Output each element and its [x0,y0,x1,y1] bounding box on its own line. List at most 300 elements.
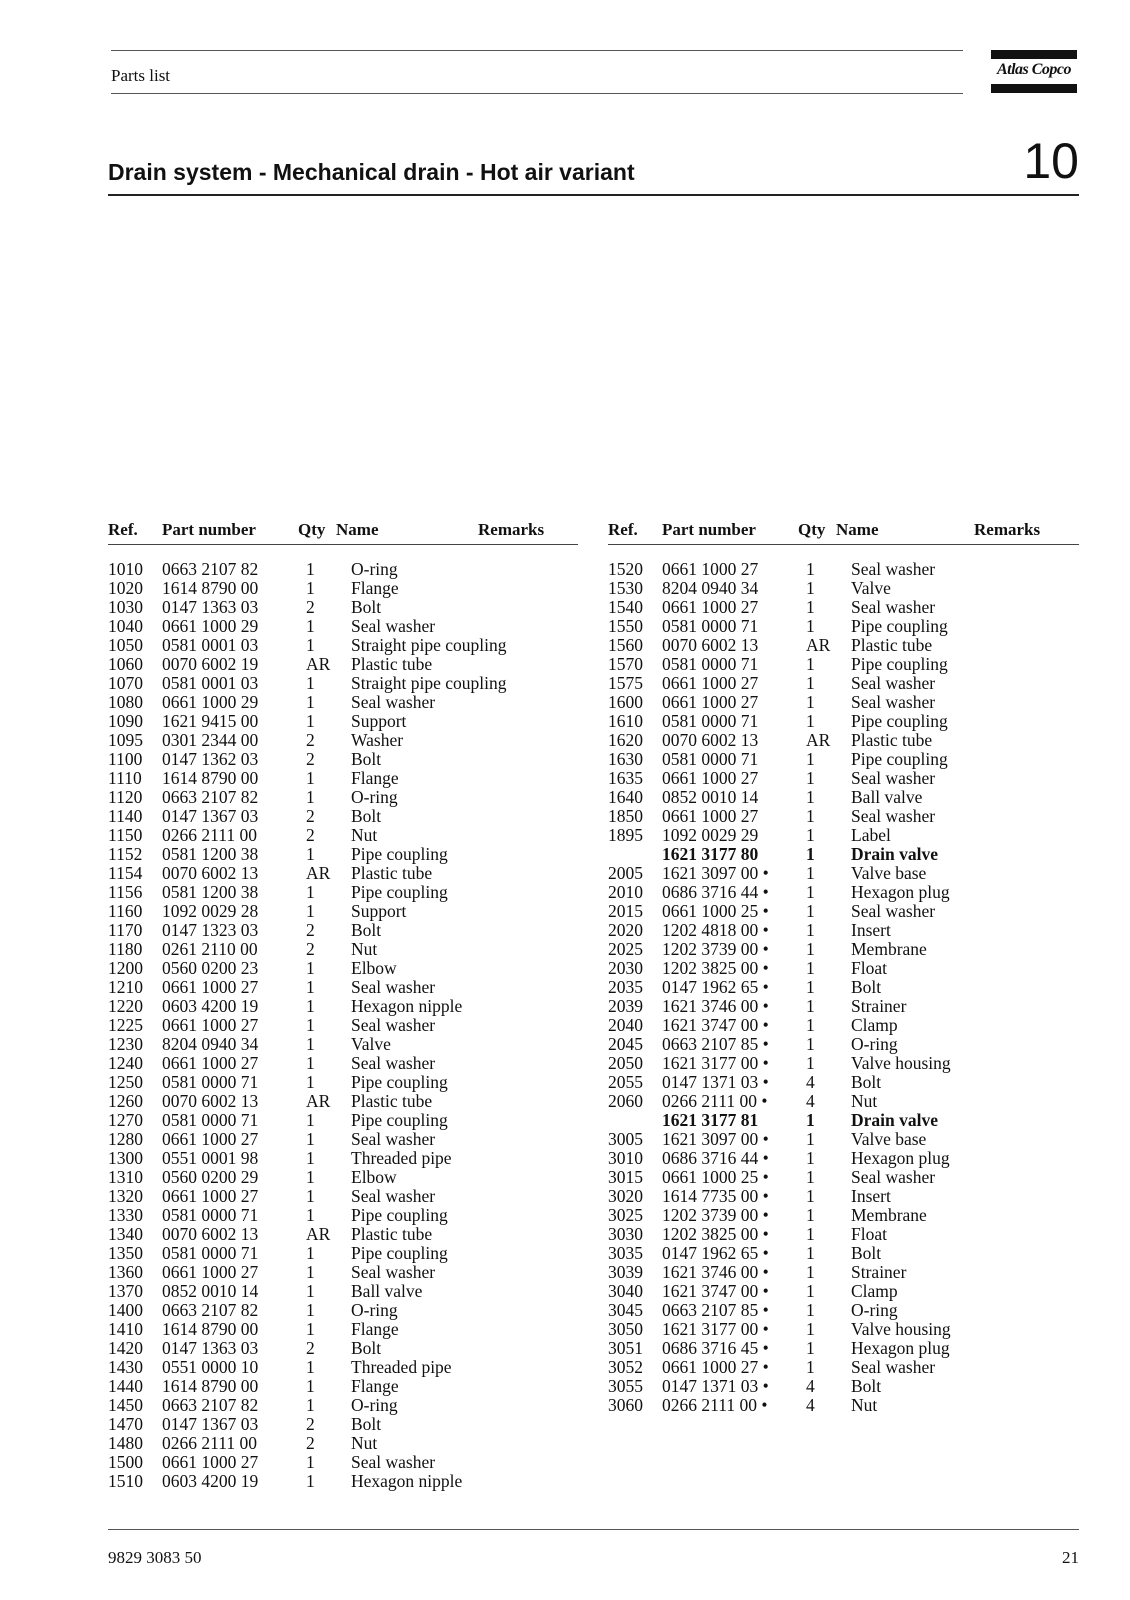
row-ref: 3030 [608,1224,643,1244]
row-name: Flange [351,578,399,598]
row-name: Valve housing [851,1053,951,1073]
row-name: Float [851,958,887,978]
table-row [608,902,1079,921]
row-part-number: 0266 2111 00 • [662,1091,768,1111]
row-name: Seal washer [851,597,936,617]
logo-bar-bottom [991,84,1077,93]
table-row [608,997,1079,1016]
table-row [608,921,1079,940]
row-ref: 1180 [108,939,143,959]
row-part-number: 0070 6002 13 [162,1224,259,1244]
row-part-number: 0661 1000 25 • [662,1167,769,1187]
table-row [108,560,578,579]
row-ref: 1250 [108,1072,143,1092]
row-ref: 1550 [608,616,643,636]
row-part-number: 0663 2107 82 [162,787,259,807]
row-ref: 1140 [108,806,143,826]
row-part-number: 0661 1000 27 [662,673,759,693]
row-ref: 1152 [108,844,143,864]
row-part-number: 0147 1367 03 [162,806,259,826]
table-row [108,845,578,864]
row-name: Hexagon nipple [351,996,463,1016]
row-qty: 1 [806,806,815,826]
table-row [108,1453,578,1472]
row-qty: 2 [306,920,315,940]
row-qty: 1 [806,1148,815,1168]
row-name: O-ring [851,1034,898,1054]
row-ref: 1570 [608,654,643,674]
row-ref: 1110 [108,768,142,788]
row-ref: 1270 [108,1110,143,1130]
table-row [608,579,1079,598]
row-part-number: 0147 1362 03 [162,749,259,769]
row-name: Ball valve [351,1281,423,1301]
table-row [608,560,1079,579]
row-name: Seal washer [351,616,436,636]
row-name: Insert [851,1186,891,1206]
row-qty: 1 [806,1186,815,1206]
row-qty: 1 [306,673,315,693]
row-part-number: 1202 3825 00 • [662,958,769,978]
row-name: Elbow [351,958,397,978]
table-row [608,1149,1079,1168]
row-ref: 1200 [108,958,143,978]
table-row [608,1339,1079,1358]
row-name: Pipe coupling [851,616,948,636]
table-row [108,636,578,655]
title-rule [108,194,1079,196]
row-part-number: 0686 3716 45 • [662,1338,769,1358]
row-qty: 2 [306,597,315,617]
table-row [608,1073,1079,1092]
table-row [608,1168,1079,1187]
table-row [608,655,1079,674]
row-qty: 1 [806,1319,815,1339]
row-part-number: 0581 0000 71 [662,616,759,636]
table-row [108,655,578,674]
table-row [608,1358,1079,1377]
row-ref: 1230 [108,1034,143,1054]
row-name: Nut [851,1395,878,1415]
row-ref: 1340 [108,1224,143,1244]
row-name: Insert [851,920,891,940]
row-ref: 1240 [108,1053,143,1073]
row-part-number: 0581 1200 38 [162,882,259,902]
row-ref: 1100 [108,749,143,769]
row-qty: 4 [806,1395,815,1415]
row-part-number: 1621 3177 80 [662,844,759,864]
row-name: Seal washer [351,1186,436,1206]
row-qty: 1 [306,958,315,978]
header-qty: Qty [798,520,826,539]
row-ref: 1420 [108,1338,143,1358]
header-ref: Ref. [108,520,138,539]
table-row [608,1263,1079,1282]
table-row [108,674,578,693]
row-ref: 1500 [108,1452,143,1472]
row-qty: 2 [306,749,315,769]
row-name: Straight pipe coupling [351,673,507,693]
row-part-number: 1614 8790 00 [162,768,259,788]
row-ref: 1360 [108,1262,143,1282]
running-title: Parts list [111,66,171,85]
table-row [608,1282,1079,1301]
row-ref: 1450 [108,1395,143,1415]
row-name: Seal washer [851,806,936,826]
row-ref: 3055 [608,1376,643,1396]
table-row [108,1358,578,1377]
table-row [608,788,1079,807]
table-row [108,1225,578,1244]
row-name: Pipe coupling [351,1243,448,1263]
row-name: Seal washer [851,559,936,579]
row-name: Elbow [351,1167,397,1187]
row-ref: 3060 [608,1395,643,1415]
row-qty: 1 [806,787,815,807]
header-part-number: Part number [662,520,756,539]
row-name: Hexagon nipple [351,1471,463,1491]
row-ref: 2055 [608,1072,643,1092]
row-qty: AR [806,730,831,750]
row-part-number: 0147 1363 03 [162,1338,259,1358]
row-name: O-ring [351,787,398,807]
table-row [608,1320,1079,1339]
row-part-number: 0661 1000 27 [162,1262,259,1282]
table-row [108,579,578,598]
row-part-number: 1614 7735 00 • [662,1186,769,1206]
row-qty: 2 [306,939,315,959]
row-ref: 1210 [108,977,143,997]
row-qty: 1 [306,1376,315,1396]
row-qty: 1 [306,1015,315,1035]
table-row [608,883,1079,902]
row-part-number: 1621 3097 00 • [662,1129,769,1149]
row-qty: 1 [806,1129,815,1149]
row-qty: AR [306,1224,331,1244]
row-qty: 1 [806,597,815,617]
row-ref: 1610 [608,711,643,731]
row-part-number: 0661 1000 29 [162,616,259,636]
row-part-number: 0661 1000 27 • [662,1357,769,1377]
row-name: Valve housing [851,1319,951,1339]
row-ref: 3039 [608,1262,643,1282]
row-part-number: 0147 1962 65 • [662,977,769,997]
row-qty: 1 [306,1243,315,1263]
table-row [608,731,1079,750]
table-row [108,1187,578,1206]
row-ref: 3010 [608,1148,643,1168]
table-body-right [608,560,1079,1415]
row-qty: 1 [806,673,815,693]
table-row [608,1396,1079,1415]
row-ref: 2020 [608,920,643,940]
row-qty: 1 [306,1072,315,1092]
row-ref: 1170 [108,920,143,940]
row-ref: 1630 [608,749,643,769]
row-ref: 3020 [608,1186,643,1206]
row-qty: 1 [306,1319,315,1339]
row-part-number: 0581 0000 71 [162,1205,259,1225]
row-part-number: 0070 6002 13 [162,863,259,883]
row-qty: 1 [306,635,315,655]
table-row [108,1301,578,1320]
row-qty: 4 [806,1091,815,1111]
table-row [608,1377,1079,1396]
row-name: Pipe coupling [851,749,948,769]
row-ref: 1400 [108,1300,143,1320]
row-qty: 1 [806,616,815,636]
row-qty: 1 [806,863,815,883]
row-ref: 1600 [608,692,643,712]
row-name: Flange [351,768,399,788]
row-part-number: 1621 3177 00 • [662,1319,769,1339]
header-top-rule [111,50,963,51]
row-part-number: 0070 6002 13 [162,1091,259,1111]
row-qty: 1 [306,1281,315,1301]
row-name: Valve [851,578,891,598]
row-ref: 2060 [608,1091,643,1111]
row-qty: 1 [806,1357,815,1377]
table-row [108,1130,578,1149]
row-part-number: 0266 2111 00 [162,825,257,845]
table-row [608,1035,1079,1054]
row-ref: 1225 [108,1015,143,1035]
row-part-number: 0581 0000 71 [662,749,759,769]
table-row [608,1130,1079,1149]
row-ref: 1330 [108,1205,143,1225]
table-row [108,598,578,617]
chapter-number: 10 [1023,133,1079,189]
row-name: Nut [351,939,378,959]
table-header [108,520,578,545]
table-row [608,1187,1079,1206]
row-part-number: 1621 9415 00 [162,711,259,731]
table-row [108,1073,578,1092]
row-name: Plastic tube [351,1091,433,1111]
row-ref: 1320 [108,1186,143,1206]
header-name: Name [336,520,379,539]
row-qty: 1 [306,768,315,788]
table-row [608,1244,1079,1263]
row-qty: 1 [306,1034,315,1054]
row-ref: 1220 [108,996,143,1016]
row-qty: 1 [306,787,315,807]
row-qty: 1 [306,901,315,921]
row-name: Bolt [851,1243,882,1263]
table-row [108,864,578,883]
row-ref: 1040 [108,616,143,636]
row-ref: 1070 [108,673,143,693]
row-qty: 1 [306,1053,315,1073]
row-qty: 1 [306,1452,315,1472]
row-qty: 1 [806,559,815,579]
row-name: Bolt [351,806,382,826]
table-row [108,1377,578,1396]
table-row [108,807,578,826]
row-ref: 1050 [108,635,143,655]
row-name: Plastic tube [351,1224,433,1244]
row-qty: 1 [806,958,815,978]
row-qty: 1 [306,1300,315,1320]
row-name: Valve [351,1034,391,1054]
table-row [108,921,578,940]
row-name: Bolt [851,1072,882,1092]
row-part-number: 0070 6002 13 [662,730,759,750]
document-number: 9829 3083 50 [108,1548,202,1567]
row-name: Membrane [851,1205,927,1225]
row-part-number: 0603 4200 19 [162,1471,259,1491]
row-name: Drain valve [851,844,939,864]
table-row [108,1206,578,1225]
table-row [108,1339,578,1358]
table-row [108,997,578,1016]
row-name: Clamp [851,1281,898,1301]
row-qty: 1 [306,559,315,579]
row-ref: 1480 [108,1433,143,1453]
row-part-number: 0661 1000 27 [662,559,759,579]
row-ref: 3025 [608,1205,643,1225]
row-part-number: 1614 8790 00 [162,1319,259,1339]
row-qty: 1 [806,825,815,845]
row-ref: 1156 [108,882,143,902]
row-part-number: 0661 1000 27 [162,1452,259,1472]
row-qty: 1 [306,1471,315,1491]
row-qty: 1 [806,920,815,940]
table-row [108,902,578,921]
table-row [108,712,578,731]
row-ref: 3051 [608,1338,643,1358]
row-ref: 1440 [108,1376,143,1396]
row-part-number: 0661 1000 27 [662,768,759,788]
table-row [608,693,1079,712]
row-part-number: 0581 0000 71 [162,1072,259,1092]
row-part-number: 1614 8790 00 [162,1376,259,1396]
table-row [108,1111,578,1130]
table-row [608,674,1079,693]
row-part-number: 8204 0940 34 [662,578,759,598]
row-name: Seal washer [351,977,436,997]
table-row [108,959,578,978]
row-qty: 1 [306,1167,315,1187]
table-row [108,1168,578,1187]
row-part-number: 0581 0001 03 [162,635,259,655]
table-row [108,1415,578,1434]
row-ref: 3015 [608,1167,643,1187]
row-part-number: 0581 0000 71 [662,654,759,674]
table-row [608,712,1079,731]
row-name: O-ring [351,559,398,579]
row-ref: 2045 [608,1034,643,1054]
table-row [108,1282,578,1301]
row-name: Strainer [851,996,907,1016]
header-name: Name [836,520,879,539]
row-part-number: 0581 0000 71 [162,1110,259,1130]
row-ref: 1530 [608,578,643,598]
row-part-number: 0551 0001 98 [162,1148,259,1168]
row-part-number: 0266 2111 00 [162,1433,257,1453]
row-name: Plastic tube [851,730,933,750]
table-body-left [108,560,578,1491]
table-row [608,845,1079,864]
row-ref: 2025 [608,939,643,959]
row-name: Float [851,1224,887,1244]
table-row [608,636,1079,655]
header-ref: Ref. [608,520,638,539]
row-ref: 2030 [608,958,643,978]
row-qty: 1 [306,1148,315,1168]
row-name: Nut [351,1433,378,1453]
row-part-number: 0581 0001 03 [162,673,259,693]
row-ref: 3050 [608,1319,643,1339]
table-row [108,978,578,997]
header-qty: Qty [298,520,326,539]
header-bottom-rule [111,93,963,94]
row-qty: AR [806,635,831,655]
logo-bar-top [991,50,1077,59]
row-ref: 1150 [108,825,143,845]
row-part-number: 0663 2107 82 [162,559,259,579]
table-row [608,1225,1079,1244]
row-part-number: 0661 1000 27 [162,1053,259,1073]
row-qty: AR [306,654,331,674]
row-part-number: 0686 3716 44 • [662,882,769,902]
row-part-number: 1614 8790 00 [162,578,259,598]
row-part-number: 0147 1962 65 • [662,1243,769,1263]
row-part-number: 0070 6002 13 [662,635,759,655]
table-row [108,731,578,750]
row-qty: 1 [306,1357,315,1377]
row-part-number: 0661 1000 27 [162,1015,259,1035]
row-part-number: 0551 0000 10 [162,1357,259,1377]
row-qty: 1 [806,1167,815,1187]
row-qty: 1 [806,749,815,769]
row-qty: 1 [806,654,815,674]
table-row [108,883,578,902]
row-part-number: 0147 1367 03 [162,1414,259,1434]
table-row [108,750,578,769]
table-row [108,1092,578,1111]
row-part-number: 1202 3825 00 • [662,1224,769,1244]
table-row [608,826,1079,845]
row-name: Seal washer [351,1129,436,1149]
row-name: Seal washer [351,1452,436,1472]
row-qty: 1 [806,1300,815,1320]
row-part-number: 8204 0940 34 [162,1034,259,1054]
row-part-number: 0560 0200 29 [162,1167,259,1187]
row-part-number: 0261 2110 00 [162,939,258,959]
row-ref: 1575 [608,673,643,693]
row-ref: 3005 [608,1129,643,1149]
row-ref: 1350 [108,1243,143,1263]
row-ref: 2015 [608,901,643,921]
row-name: Pipe coupling [351,844,448,864]
row-part-number: 0661 1000 27 [162,1186,259,1206]
row-ref: 1895 [608,825,643,845]
table-row [108,1263,578,1282]
row-part-number: 0663 2107 85 • [662,1300,769,1320]
logo-wordmark: Atlas Copco [996,61,1072,78]
row-ref: 1370 [108,1281,143,1301]
table-row [108,1396,578,1415]
row-part-number: 0147 1363 03 [162,597,259,617]
row-ref: 1080 [108,692,143,712]
row-part-number: 0661 1000 27 [662,806,759,826]
row-qty: 1 [306,1186,315,1206]
table-row [608,1301,1079,1320]
row-name: Plastic tube [351,863,433,883]
row-qty: 1 [806,711,815,731]
row-qty: 2 [306,1338,315,1358]
